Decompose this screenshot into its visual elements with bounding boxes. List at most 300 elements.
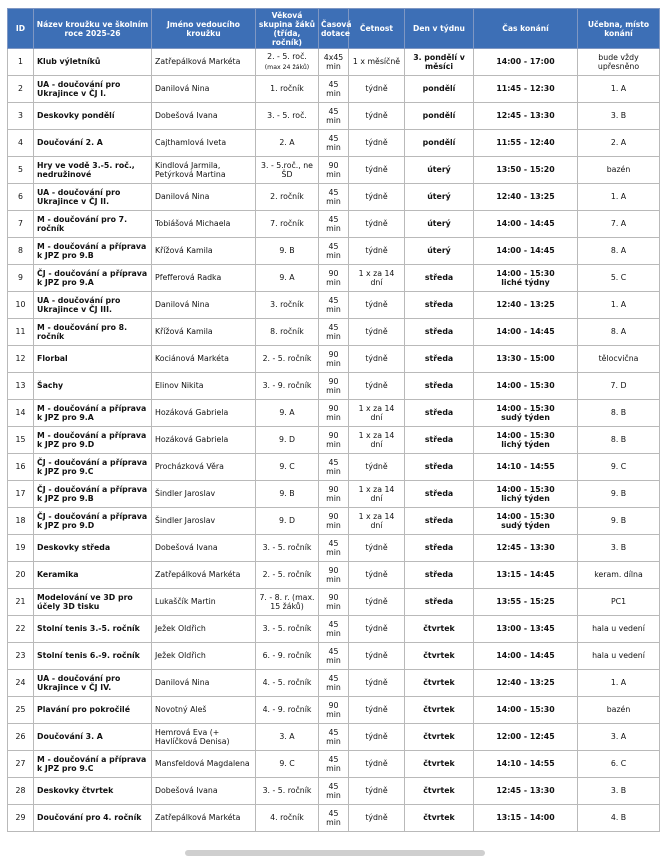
- cell-time-allocation: [319, 589, 349, 616]
- cell-time-allocation: [319, 697, 349, 724]
- cell-time: [474, 76, 578, 103]
- cell-time-allocation-text: 90 min: [326, 430, 341, 449]
- cell-time-allocation-text: 45 min: [326, 619, 341, 638]
- cell-time: [474, 400, 578, 427]
- cell-day-text: čtvrtek: [423, 624, 455, 634]
- cell-time-text: 14:00 - 15:30: [496, 381, 555, 391]
- cell-room-text: 3. B: [610, 111, 627, 121]
- table-row: [8, 130, 660, 157]
- cell-club-name: [34, 238, 152, 265]
- cell-day-text: středa: [424, 462, 454, 472]
- cell-room: [578, 427, 660, 454]
- cell-club-name: [34, 589, 152, 616]
- cell-time-allocation: [319, 805, 349, 832]
- cell-id: [8, 778, 34, 805]
- cell-time: [474, 508, 578, 535]
- cell-time-text: 14:00 - 17:00: [496, 57, 555, 67]
- cell-time-allocation-text: 45 min: [326, 214, 341, 233]
- cell-room-text: 9. B: [610, 489, 627, 499]
- table-row: [8, 535, 660, 562]
- cell-time-allocation: [319, 670, 349, 697]
- cell-time-text: 14:00 - 15:30: [496, 484, 555, 494]
- cell-room-text: 1. A: [610, 192, 627, 202]
- cell-room: [578, 562, 660, 589]
- cell-id: [8, 724, 34, 751]
- cell-id-text: 21: [15, 597, 26, 607]
- cell-time: [474, 697, 578, 724]
- cell-time-text: 13:30 - 15:00: [496, 354, 555, 364]
- cell-id: [8, 454, 34, 481]
- cell-time-allocation: [319, 562, 349, 589]
- cell-age-group-text: 9. C: [279, 759, 295, 769]
- cell-day-text: čtvrtek: [423, 705, 455, 715]
- cell-room: [578, 805, 660, 832]
- cell-time-allocation-text: 4x45 min: [323, 52, 344, 71]
- cell-age-group: [256, 49, 319, 76]
- header-age-group: Věková skupina žáků (třída, ročník): [256, 9, 319, 49]
- cell-time: [474, 130, 578, 157]
- cell-id: [8, 427, 34, 454]
- cell-frequency: [349, 427, 405, 454]
- cell-id: [8, 130, 34, 157]
- cell-day: [405, 49, 474, 76]
- cell-leader: [152, 697, 256, 724]
- cell-day: [405, 373, 474, 400]
- cell-day-text: čtvrtek: [423, 678, 455, 688]
- cell-time-text: 14:00 - 15:30: [496, 705, 555, 715]
- table-row: [8, 427, 660, 454]
- cell-day: [405, 292, 474, 319]
- cell-frequency-text: 1 x za 14 dní: [358, 430, 395, 449]
- cell-club-name-text: UA - doučování pro Ukrajince v ČJ IV.: [37, 673, 121, 692]
- cell-club-name-text: ČJ - doučování a příprava k JPZ pro 9.B: [37, 484, 148, 503]
- cell-id-text: 2: [18, 84, 23, 94]
- cell-time-text: 14:00 - 14:45: [496, 246, 555, 256]
- cell-age-group-text: 9. B: [279, 489, 295, 499]
- cell-age-group: [256, 697, 319, 724]
- cell-day: [405, 319, 474, 346]
- cell-room-text: 9. B: [610, 516, 627, 526]
- cell-club-name-text: Deskovky pondělí: [37, 111, 115, 121]
- cell-day-text: středa: [424, 543, 454, 553]
- cell-club-name: [34, 49, 152, 76]
- cell-time: [474, 535, 578, 562]
- header-room: Učebna, místo konání: [578, 9, 660, 49]
- cell-day: [405, 184, 474, 211]
- cell-frequency: [349, 643, 405, 670]
- table-row: [8, 157, 660, 184]
- cell-day: [405, 238, 474, 265]
- cell-time: [474, 427, 578, 454]
- cell-day: [405, 346, 474, 373]
- cell-club-name: [34, 562, 152, 589]
- cell-time-allocation-text: 45 min: [326, 106, 341, 125]
- cell-leader-text: Hozáková Gabriela: [155, 408, 229, 418]
- cell-day: [405, 670, 474, 697]
- cell-room: [578, 508, 660, 535]
- cell-club-name: [34, 454, 152, 481]
- cell-id: [8, 616, 34, 643]
- cell-room-text: PC1: [610, 597, 627, 607]
- cell-frequency: [349, 454, 405, 481]
- cell-frequency: [349, 535, 405, 562]
- cell-time-text: 13:15 - 14:00: [496, 813, 555, 823]
- cell-frequency: [349, 157, 405, 184]
- cell-time-text: 13:00 - 13:45: [496, 624, 555, 634]
- cell-id-text: 1: [18, 57, 23, 67]
- cell-time-allocation: [319, 616, 349, 643]
- cell-id-text: 6: [18, 192, 23, 202]
- cell-id: [8, 292, 34, 319]
- header-row: [8, 9, 660, 49]
- cell-club-name: [34, 184, 152, 211]
- cell-leader: [152, 508, 256, 535]
- cell-time-text: 12:40 - 13:25: [496, 678, 555, 688]
- cell-club-name-text: Doučování 3. A: [37, 732, 103, 742]
- cell-id-text: 27: [15, 759, 26, 769]
- cell-club-name-text: M - doučování pro 7. ročník: [37, 214, 128, 233]
- cell-room: [578, 211, 660, 238]
- table-row: [8, 76, 660, 103]
- cell-time: [474, 103, 578, 130]
- cell-time-allocation: [319, 184, 349, 211]
- cell-time-allocation: [319, 535, 349, 562]
- cell-id: [8, 589, 34, 616]
- cell-age-group: [256, 481, 319, 508]
- cell-club-name-text: Doučování 2. A: [37, 138, 103, 148]
- cell-id: [8, 76, 34, 103]
- cell-frequency-text: týdně: [365, 462, 388, 472]
- cell-frequency: [349, 697, 405, 724]
- cell-time: [474, 211, 578, 238]
- cell-frequency: [349, 238, 405, 265]
- cell-age-group: [256, 319, 319, 346]
- cell-club-name-text: UA - doučování pro Ukrajince v ČJ II.: [37, 187, 121, 206]
- cell-frequency: [349, 508, 405, 535]
- cell-room-text: 3. B: [610, 786, 627, 796]
- cell-leader-text: Novotný Aleš: [155, 705, 207, 715]
- cell-club-name-text: Hry ve vodě 3.-5. roč., nedružinové: [37, 160, 135, 179]
- cell-time: [474, 265, 578, 292]
- cell-time-allocation: [319, 265, 349, 292]
- cell-time-allocation: [319, 454, 349, 481]
- cell-leader: [152, 211, 256, 238]
- cell-frequency-text: týdně: [365, 246, 388, 256]
- cell-frequency: [349, 292, 405, 319]
- cell-id: [8, 670, 34, 697]
- cell-id-text: 8: [18, 246, 23, 256]
- table-row: [8, 373, 660, 400]
- cell-club-name: [34, 265, 152, 292]
- cell-day: [405, 427, 474, 454]
- cell-time-allocation: [319, 643, 349, 670]
- cell-id-text: 23: [15, 651, 26, 661]
- cell-day-text: pondělí: [422, 84, 456, 94]
- cell-time-allocation-text: 45 min: [326, 538, 341, 557]
- cell-id-text: 26: [15, 732, 26, 742]
- cell-id-text: 20: [15, 570, 26, 580]
- cell-leader-text: Šindler Jaroslav: [155, 489, 216, 499]
- cell-club-name-text: Florbal: [37, 354, 68, 364]
- cell-age-group-text: 2. A: [279, 138, 295, 148]
- table-row: [8, 292, 660, 319]
- cell-id-text: 29: [15, 813, 26, 823]
- cell-frequency: [349, 616, 405, 643]
- cell-time-allocation-text: 90 min: [326, 376, 341, 395]
- cell-age-group-text: 9. B: [279, 246, 295, 256]
- cell-age-group: [256, 751, 319, 778]
- cell-club-name-text: M - doučování a příprava k JPZ pro 9.B: [37, 241, 147, 260]
- cell-id: [8, 751, 34, 778]
- cell-day-text: středa: [424, 273, 454, 283]
- cell-room: [578, 184, 660, 211]
- cell-age-group: [256, 130, 319, 157]
- cell-id: [8, 535, 34, 562]
- cell-club-name: [34, 157, 152, 184]
- cell-club-name: [34, 373, 152, 400]
- cell-age-group: [256, 535, 319, 562]
- cell-age-group-text: 4. ročník: [270, 813, 304, 823]
- cell-club-name-text: M - doučování a příprava k JPZ pro 9.C: [37, 754, 147, 773]
- cell-day: [405, 778, 474, 805]
- cell-room-text: 9. C: [610, 462, 627, 472]
- cell-leader: [152, 373, 256, 400]
- cell-day-text: úterý: [427, 219, 451, 229]
- clubs-table: [7, 8, 660, 832]
- cell-room: [578, 265, 660, 292]
- cell-club-name: [34, 346, 152, 373]
- table-row: [8, 670, 660, 697]
- cell-frequency-text: 1 x za 14 dní: [358, 268, 395, 287]
- cell-day-text: 3. pondělí v měsíci: [413, 52, 465, 71]
- cell-time-allocation: [319, 130, 349, 157]
- cell-room-text: 1. A: [610, 678, 627, 688]
- cell-time-allocation-text: 90 min: [326, 511, 341, 530]
- cell-day-text: pondělí: [422, 111, 456, 121]
- cell-age-group: [256, 373, 319, 400]
- cell-club-name-text: Šachy: [37, 381, 64, 391]
- cell-time-allocation-text: 90 min: [326, 565, 341, 584]
- cell-day-text: středa: [424, 516, 454, 526]
- table-row: [8, 643, 660, 670]
- cell-room: [578, 724, 660, 751]
- cell-room: [578, 589, 660, 616]
- cell-leader-text: Danilová Nina: [155, 84, 210, 94]
- cell-id-text: 5: [18, 165, 23, 175]
- cell-age-group-text: 3. A: [279, 732, 295, 742]
- cell-age-group-text: 2. ročník: [270, 192, 304, 202]
- cell-age-group-text: 3. ročník: [270, 300, 304, 310]
- cell-time-allocation: [319, 778, 349, 805]
- cell-time-allocation-text: 45 min: [326, 457, 341, 476]
- cell-id-text: 13: [15, 381, 26, 391]
- cell-id-text: 4: [18, 138, 23, 148]
- cell-frequency: [349, 103, 405, 130]
- cell-club-name: [34, 292, 152, 319]
- cell-age-group-text: 2. - 5. roč.: [267, 52, 307, 61]
- cell-day-text: čtvrtek: [423, 813, 455, 823]
- cell-leader: [152, 76, 256, 103]
- cell-frequency: [349, 211, 405, 238]
- cell-age-group: [256, 454, 319, 481]
- cell-frequency-text: týdně: [365, 165, 388, 175]
- cell-leader: [152, 238, 256, 265]
- cell-room-text: 3. A: [610, 732, 627, 742]
- cell-frequency-text: týdně: [365, 381, 388, 391]
- cell-age-group-text: 1. ročník: [270, 84, 304, 94]
- cell-time-allocation-text: 45 min: [326, 133, 341, 152]
- cell-time: [474, 238, 578, 265]
- cell-time: [474, 724, 578, 751]
- cell-leader-text: Ježek Oldřich: [155, 651, 206, 661]
- cell-day-text: čtvrtek: [423, 651, 455, 661]
- cell-id-text: 24: [15, 678, 26, 688]
- cell-age-group: [256, 103, 319, 130]
- cell-time-text: 14:00 - 15:30: [496, 511, 555, 521]
- cell-time-text: 13:55 - 15:25: [496, 597, 555, 607]
- cell-age-group-text: 9. A: [279, 273, 295, 283]
- cell-id: [8, 319, 34, 346]
- table-row: [8, 346, 660, 373]
- cell-day-text: středa: [424, 381, 454, 391]
- cell-leader-text: Zatřepálková Markéta: [155, 813, 241, 823]
- cell-leader-text: Zatřepálková Markéta: [155, 570, 241, 580]
- cell-day: [405, 589, 474, 616]
- cell-club-name-text: M - doučování a příprava k JPZ pro 9.A: [37, 403, 147, 422]
- cell-club-name: [34, 319, 152, 346]
- cell-leader-text: Ježek Oldřich: [155, 624, 206, 634]
- cell-age-group-text: 4. - 5. ročník: [262, 678, 312, 688]
- cell-leader: [152, 616, 256, 643]
- cell-day-text: pondělí: [422, 138, 456, 148]
- cell-age-group-text: 7. - 8. r. (max. 15 žáků): [259, 592, 315, 611]
- page-edge-shadow: [185, 850, 485, 856]
- cell-age-group-text: 4. - 9. ročník: [262, 705, 312, 715]
- cell-leader: [152, 319, 256, 346]
- cell-day-text: středa: [424, 597, 454, 607]
- cell-club-name-text: Deskovky čtvrtek: [37, 786, 114, 796]
- cell-time-allocation-text: 45 min: [326, 241, 341, 260]
- cell-time-note: lichý týden: [501, 440, 550, 449]
- cell-age-group-text: 2. - 5. ročník: [262, 570, 312, 580]
- header-time: Čas konání: [474, 9, 578, 49]
- cell-room: [578, 49, 660, 76]
- cell-leader: [152, 562, 256, 589]
- table-row: [8, 751, 660, 778]
- cell-age-group: [256, 211, 319, 238]
- cell-frequency: [349, 670, 405, 697]
- cell-time-text: 13:15 - 14:45: [496, 570, 555, 580]
- cell-time: [474, 346, 578, 373]
- table-row: [8, 697, 660, 724]
- table-row: [8, 319, 660, 346]
- cell-time-allocation-text: 45 min: [326, 646, 341, 665]
- cell-leader-text: Danilová Nina: [155, 300, 210, 310]
- cell-time-allocation: [319, 724, 349, 751]
- cell-age-group-text: 8. ročník: [270, 327, 304, 337]
- cell-age-group-text: 9. C: [279, 462, 295, 472]
- cell-leader: [152, 481, 256, 508]
- cell-club-name-text: Klub výletníků: [37, 57, 101, 67]
- cell-time-allocation-text: 45 min: [326, 754, 341, 773]
- table-row: [8, 724, 660, 751]
- cell-time: [474, 616, 578, 643]
- cell-room-text: bazén: [606, 165, 631, 175]
- cell-leader: [152, 400, 256, 427]
- cell-time-allocation-text: 90 min: [326, 592, 341, 611]
- cell-leader: [152, 427, 256, 454]
- cell-day: [405, 265, 474, 292]
- cell-time-allocation-text: 45 min: [326, 781, 341, 800]
- table-row: [8, 103, 660, 130]
- cell-id: [8, 697, 34, 724]
- cell-time-allocation: [319, 508, 349, 535]
- cell-room: [578, 535, 660, 562]
- cell-time-allocation-text: 45 min: [326, 79, 341, 98]
- cell-club-name: [34, 508, 152, 535]
- cell-room-text: hala u vedení: [592, 651, 645, 661]
- cell-leader: [152, 130, 256, 157]
- cell-id-text: 17: [15, 489, 26, 499]
- cell-club-name: [34, 211, 152, 238]
- cell-age-group: [256, 589, 319, 616]
- cell-frequency-text: týdně: [365, 111, 388, 121]
- table-row: [8, 616, 660, 643]
- cell-time-allocation-text: 45 min: [326, 727, 341, 746]
- cell-id: [8, 157, 34, 184]
- cell-time-note: sudý týden: [501, 413, 550, 422]
- cell-club-name-text: M - doučování a příprava k JPZ pro 9.D: [37, 430, 147, 449]
- cell-frequency-text: týdně: [365, 597, 388, 607]
- header-frequency: Četnost: [349, 9, 405, 49]
- table-body: [8, 49, 660, 832]
- cell-day-text: čtvrtek: [423, 759, 455, 769]
- cell-time: [474, 562, 578, 589]
- cell-day: [405, 751, 474, 778]
- cell-frequency: [349, 481, 405, 508]
- cell-age-group: [256, 643, 319, 670]
- cell-frequency-text: týdně: [365, 300, 388, 310]
- cell-leader: [152, 751, 256, 778]
- cell-leader-text: Dobešová Ivana: [155, 111, 218, 121]
- cell-age-group: [256, 400, 319, 427]
- cell-id: [8, 508, 34, 535]
- cell-frequency-text: týdně: [365, 732, 388, 742]
- cell-frequency-text: 1 x za 14 dní: [358, 403, 395, 422]
- cell-frequency: [349, 130, 405, 157]
- cell-time-allocation: [319, 103, 349, 130]
- cell-room-text: 8. A: [610, 246, 627, 256]
- cell-day: [405, 508, 474, 535]
- cell-id: [8, 184, 34, 211]
- cell-age-group-text: 3. - 9. ročník: [262, 381, 312, 391]
- cell-frequency-text: týdně: [365, 219, 388, 229]
- cell-time-text: 12:40 - 13:25: [496, 192, 555, 202]
- cell-age-group-note: (max 24 žáků): [264, 63, 310, 71]
- cell-frequency-text: týdně: [365, 705, 388, 715]
- cell-day-text: čtvrtek: [423, 732, 455, 742]
- cell-id-text: 10: [15, 300, 26, 310]
- cell-room-text: tělocvična: [598, 354, 639, 364]
- cell-id-text: 12: [15, 354, 26, 364]
- cell-room: [578, 778, 660, 805]
- cell-age-group-text: 3. - 5.roč., ne ŠD: [261, 160, 313, 179]
- cell-room: [578, 346, 660, 373]
- cell-club-name: [34, 535, 152, 562]
- cell-club-name: [34, 697, 152, 724]
- cell-time-text: 12:45 - 13:30: [496, 111, 555, 121]
- cell-club-name: [34, 427, 152, 454]
